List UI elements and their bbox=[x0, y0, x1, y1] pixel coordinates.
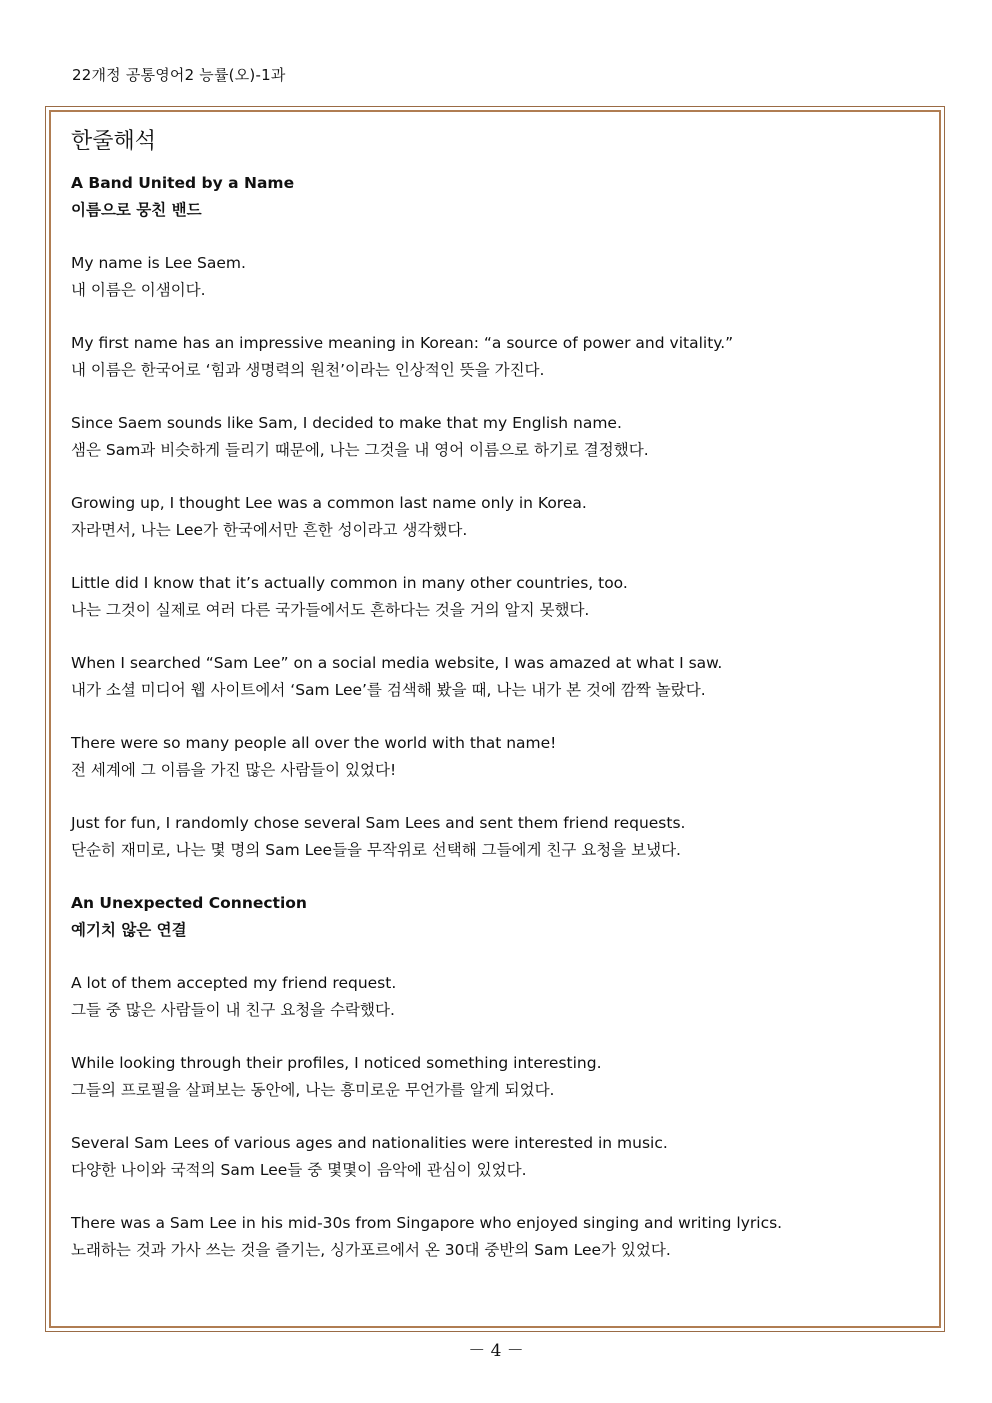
heading-korean: 이름으로 뭉친 밴드 bbox=[71, 201, 202, 219]
sentence-pair bbox=[71, 1050, 921, 1104]
sentence-pair bbox=[71, 250, 921, 304]
heading-korean: 예기치 않은 연결 bbox=[71, 921, 187, 939]
english-sentence: Since Saem sounds like Sam, I decided to make that my English name. bbox=[71, 414, 622, 432]
heading-block bbox=[71, 890, 921, 944]
korean-translation: 그들 중 많은 사람들이 내 친구 요청을 수락했다. bbox=[71, 1001, 395, 1019]
english-sentence: My first name has an impressive meaning in Korean: “a source of power and vitality.” bbox=[71, 334, 734, 352]
page-number: － 4 － bbox=[468, 1341, 524, 1361]
sentence-pair bbox=[71, 730, 921, 784]
section-title: 한줄해석 bbox=[71, 129, 157, 154]
korean-translation: 나는 그것이 실제로 여러 다른 국가들에서도 흔하다는 것을 거의 알지 못했다. bbox=[71, 601, 590, 619]
sentence-pair bbox=[71, 410, 921, 464]
document-header: 22개정 공통영어2 능률(오)-1과 bbox=[72, 66, 286, 84]
english-sentence: My name is Lee Saem. bbox=[71, 254, 246, 272]
document-body bbox=[71, 126, 921, 1264]
korean-translation: 전 세계에 그 이름을 가진 많은 사람들이 있었다! bbox=[71, 761, 397, 779]
english-sentence: There was a Sam Lee in his mid-30s from Singapore who enjoyed singing and writing lyrics. bbox=[71, 1214, 783, 1232]
english-sentence: Just for fun, I randomly chose several Sam Lees and sent them friend requests. bbox=[71, 814, 686, 832]
english-sentence: A lot of them accepted my friend request. bbox=[71, 974, 397, 992]
korean-translation: 노래하는 것과 가사 쓰는 것을 즐기는, 싱가포르에서 온 30대 중반의 Sam Lee가 있었다. bbox=[71, 1241, 671, 1259]
sentence-pair bbox=[71, 1210, 921, 1264]
korean-translation: 샘은 Sam과 비슷하게 들리기 때문에, 나는 그것을 내 영어 이름으로 하기로 결정했다. bbox=[71, 441, 649, 459]
sentence-pair bbox=[71, 650, 921, 704]
english-sentence: Growing up, I thought Lee was a common last name only in Korea. bbox=[71, 494, 587, 512]
heading-english: A Band United by a Name bbox=[71, 174, 295, 192]
korean-translation: 내 이름은 이샘이다. bbox=[71, 281, 206, 299]
korean-translation: 내가 소셜 미디어 웹 사이트에서 ‘Sam Lee’를 검색해 봤을 때, 나는 내가 본 것에 깜짝 놀랐다. bbox=[71, 681, 706, 699]
korean-translation: 자라면서, 나는 Lee가 한국에서만 흔한 성이라고 생각했다. bbox=[71, 521, 468, 539]
sentence-pair bbox=[71, 810, 921, 864]
sentence-pair bbox=[71, 970, 921, 1024]
heading-english: An Unexpected Connection bbox=[71, 894, 307, 912]
sentence-pair bbox=[71, 490, 921, 544]
sentence-pair bbox=[71, 330, 921, 384]
korean-translation: 단순히 재미로, 나는 몇 명의 Sam Lee들을 무작위로 선택해 그들에게 친구 요청을 보냈다. bbox=[71, 841, 681, 859]
heading-block bbox=[71, 170, 921, 224]
sentence-pair bbox=[71, 1130, 921, 1184]
korean-translation: 다양한 나이와 국적의 Sam Lee들 중 몇몇이 음악에 관심이 있었다. bbox=[71, 1161, 527, 1179]
sentence-pair bbox=[71, 570, 921, 624]
english-sentence: Several Sam Lees of various ages and nationalities were interested in music. bbox=[71, 1134, 668, 1152]
english-sentence: Little did I know that it’s actually common in many other countries, too. bbox=[71, 574, 628, 592]
english-sentence: When I searched “Sam Lee” on a social media website, I was amazed at what I saw. bbox=[71, 654, 723, 672]
english-sentence: While looking through their profiles, I noticed something interesting. bbox=[71, 1054, 602, 1072]
english-sentence: There were so many people all over the world with that name! bbox=[71, 734, 557, 752]
korean-translation: 내 이름은 한국어로 ‘힘과 생명력의 원천’이라는 인상적인 뜻을 가진다. bbox=[71, 361, 545, 379]
korean-translation: 그들의 프로필을 살펴보는 동안에, 나는 흥미로운 무언가를 알게 되었다. bbox=[71, 1081, 555, 1099]
